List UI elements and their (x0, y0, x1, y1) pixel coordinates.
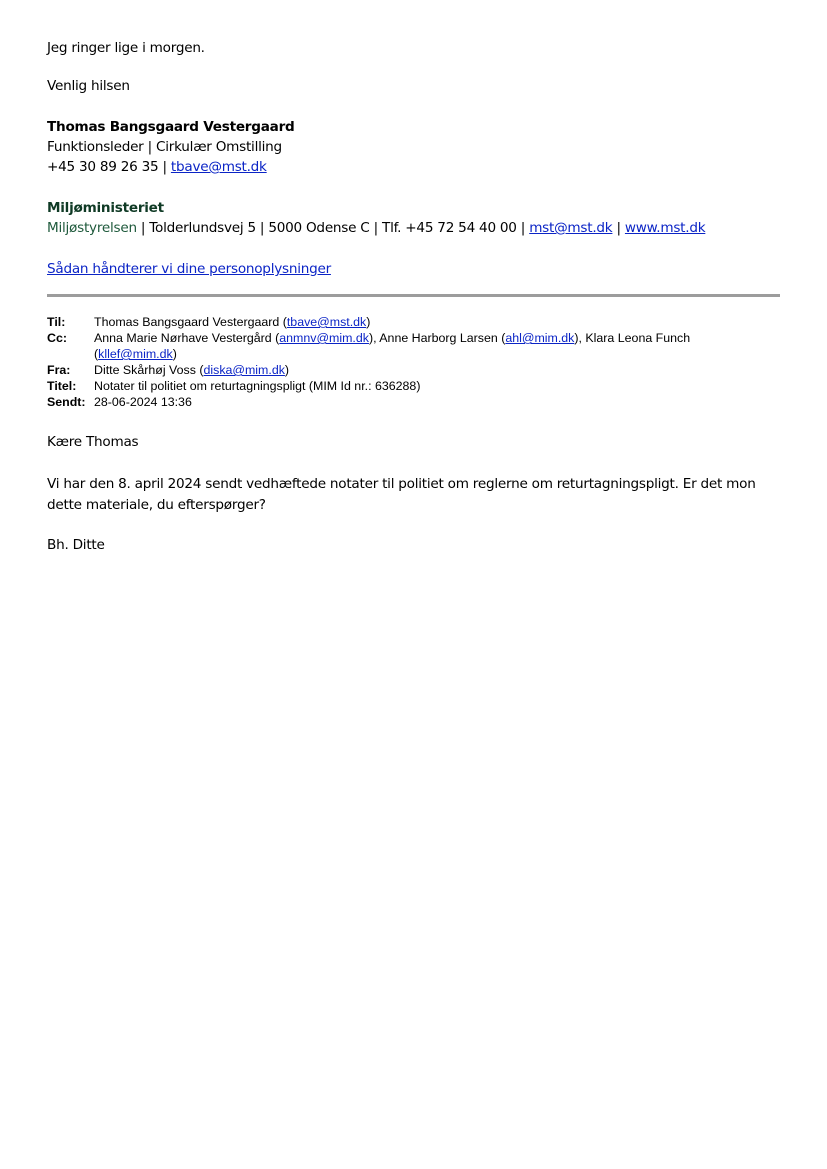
header-to-value (94, 315, 370, 330)
header-cc-value-continued (94, 347, 177, 362)
agency-separator: | (616, 220, 621, 236)
header-cc-close-3: ) (172, 347, 177, 361)
header-cc-email-link-3[interactable]: kllef@mim.dk (98, 347, 173, 361)
header-to-email-link[interactable]: tbave@mst.dk (286, 315, 367, 329)
header-from-email-link[interactable]: diska@mim.dk (203, 363, 285, 377)
header-from-close: ) (284, 363, 290, 377)
agency-line (47, 220, 705, 236)
original-body: Vi har den 8. april 2024 sendt vedhæftede notater til politiet om reglerne om returtagningspligt. Er det mon dette materiale, du efterspørger? (47, 476, 756, 513)
header-cc-email-link-2[interactable]: ahl@mim.dk (505, 331, 575, 345)
signature-contact (47, 159, 267, 175)
header-cc-name-1: Anna Marie Nørhave Vestergård ( (94, 331, 280, 345)
agency-email-link[interactable]: mst@mst.dk (529, 220, 613, 236)
ministry-name: Miljøministeriet (47, 200, 164, 216)
reply-greeting: Venlig hilsen (47, 78, 130, 94)
signature-name: Thomas Bangsgaard Vestergaard (47, 119, 295, 135)
header-from-label: Fra: (47, 363, 71, 377)
privacy-link[interactable]: Sådan håndterer vi dine personoplysninger (47, 261, 331, 277)
header-sent-label: Sendt: (47, 395, 86, 409)
original-closing: Bh. Ditte (47, 537, 105, 553)
original-salutation: Kære Thomas (47, 434, 139, 450)
signature-email-link[interactable]: tbave@mst.dk (170, 159, 267, 175)
header-to-name: Thomas Bangsgaard Vestergaard ( (94, 315, 287, 329)
header-to-label: Til: (47, 315, 66, 329)
agency-website-link[interactable]: www.mst.dk (624, 220, 706, 236)
header-cc-value (94, 331, 690, 346)
header-sent-value: 28-06-2024 13:36 (94, 395, 192, 409)
header-cc-open-3: ( (94, 347, 99, 361)
header-cc-name-3: ), Klara Leona Funch (574, 331, 691, 345)
privacy-line (47, 261, 331, 277)
divider-line (47, 294, 780, 297)
reply-line: Jeg ringer lige i morgen. (47, 40, 205, 56)
header-from-value (94, 363, 289, 378)
header-to-close: ) (366, 315, 371, 329)
header-from-name: Ditte Skårhøj Voss ( (94, 363, 204, 377)
header-cc-label: Cc: (47, 331, 67, 345)
signature-phone: +45 30 89 26 35 | (47, 159, 167, 175)
header-subject-label: Titel: (47, 379, 77, 393)
header-cc-name-2: ), Anne Harborg Larsen ( (368, 331, 506, 345)
agency-address: | Tolderlundsvej 5 | 5000 Odense C | Tlf. +45 72 54 40 00 | (140, 220, 526, 236)
header-subject-value: Notater til politiet om returtagningspligt (MIM Id nr.: 636288) (94, 379, 421, 393)
header-cc-email-link-1[interactable]: anmnv@mim.dk (279, 331, 369, 345)
signature-title: Funktionsleder | Cirkulær Omstilling (47, 139, 282, 155)
agency-name: Miljøstyrelsen (47, 220, 137, 236)
